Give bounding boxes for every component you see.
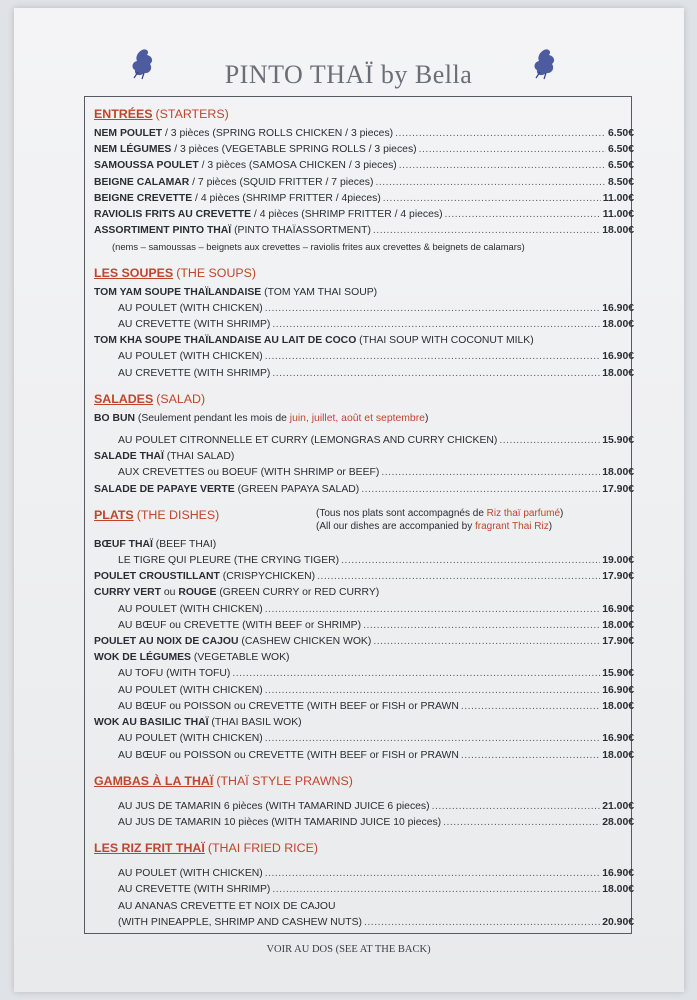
dish-heading: WOK DE LÉGUMES (VEGETABLE WOK): [94, 652, 290, 664]
menu-item: AU POULET (WITH CHICKEN) ..... 16.90€: [94, 301, 634, 317]
rice-note: (Tous nos plats sont accompagnés de Riz thaï parfumé) (All our dishes are accompanied by fragrant Thai Riz): [316, 507, 564, 532]
menu-item: AU POULET (WITH CHICKEN) ..... 16.90€: [94, 731, 634, 747]
dish-heading: CURRY VERT ou ROUGE (GREEN CURRY or RED CURRY): [94, 587, 380, 599]
section-header-fried-rice: LES RIZ FRIT THAÏ (THAI FRIED RICE): [94, 841, 318, 856]
menu-item: AU BŒUF ou POISSON ou CREVETTE (WITH BEEF or FISH or PRAWN ..... 18.00€: [94, 748, 634, 764]
menu-item: AU BŒUF ou CREVETTE (WITH BEEF or SHRIMP) ..... 18.00€: [94, 618, 634, 634]
menu-item: AU TOFU (WITH TOFU) ..... 15.90€: [94, 666, 634, 682]
menu-item: LE TIGRE QUI PLEURE (THE CRYING TIGER) ..... 19.00€: [94, 553, 634, 569]
menu-item: SAMOUSSA POULET / 3 pièces (SAMOSA CHICKEN / 3 pieces) ..... 6.50€: [94, 158, 634, 174]
section-header-prawns: GAMBAS À LA THAÏ (THAÏ STYLE PRAWNS): [94, 773, 353, 788]
menu-item: POULET AU NOIX DE CAJOU (CASHEW CHICKEN WOK) ..... 17.90€: [94, 634, 634, 650]
menu-item: AU JUS DE TAMARIN 6 pièces (WITH TAMARIND JUICE 6 pieces) ..... 21.00€: [94, 799, 634, 815]
menu-item: AU CREVETTE (WITH SHRIMP) ..... 18.00€: [94, 882, 634, 898]
restaurant-title: PINTO THAÏ by Bella: [224, 60, 473, 89]
menu-item: BEIGNE CREVETTE / 4 pièces (SHRIMP FRITTER / 4pieces) ..... 11.00€: [94, 191, 634, 207]
menu-item: AU JUS DE TAMARIN 10 pièces (WITH TAMARIND JUICE 10 pieces) ..... 28.00€: [94, 815, 634, 831]
dish-heading: BŒUF THAÏ (BEEF THAI): [94, 538, 217, 550]
dish-heading: SALADE THAÏ (THAI SALAD): [94, 451, 235, 463]
dish-heading: BO BUN (Seulement pendant les mois de juin, juillet, août et septembre): [94, 412, 429, 424]
menu-item: AU POULET (WITH CHICKEN) ..... 16.90€: [94, 602, 634, 618]
menu-item-label: AU ANANAS CREVETTE ET NOIX DE CAJOU: [118, 900, 336, 912]
section-header-salad: SALADES (SALAD): [94, 391, 206, 406]
section-header-dishes-row: [94, 507, 634, 533]
menu-item: POULET CROUSTILLANT (CRISPYCHICKEN) ..... 17.90€: [94, 569, 634, 585]
menu-item: NEM POULET / 3 pièces (SPRING ROLLS CHICKEN / 3 pieces) ..... 6.50€: [94, 126, 634, 142]
menu-item: AU POULET (WITH CHICKEN) ..... 16.90€: [94, 866, 634, 882]
section-header-dishes: PLATS (THE DISHES): [94, 507, 220, 522]
menu-item: AUX CREVETTES ou BOEUF (WITH SHRIMP or BEEF) ..... 18.00€: [94, 465, 634, 481]
menu-item: (WITH PINEAPPLE, SHRIMP AND CASHEW NUTS) ..... 20.90€: [94, 915, 634, 931]
dish-heading: TOM KHA SOUPE THAÏLANDAISE AU LAIT DE COCO (THAI SOUP WITH COCONUT MILK): [94, 335, 534, 347]
see-back-note: VOIR AU DOS (SEE AT THE BACK): [266, 944, 431, 955]
dish-heading: WOK AU BASILIC THAÏ (THAI BASIL WOK): [94, 717, 302, 729]
menu-item: AU POULET (WITH CHICKEN) ..... 16.90€: [94, 683, 634, 699]
menu-item: RAVIOLIS FRITS AU CREVETTE / 4 pièces (SHRIMP FRITTER / 4 pieces) ..... 11.00€: [94, 207, 634, 223]
menu-item: AU CREVETTE (WITH SHRIMP) ..... 18.00€: [94, 317, 634, 333]
menu-content: [94, 106, 634, 931]
assortment-note: (nems – samoussas – beignets aux crevettes – raviolis frites aux crevettes & beignets de calamars): [112, 241, 525, 253]
section-header-starters: ENTRÉES (STARTERS): [94, 107, 229, 121]
dish-heading: TOM YAM SOUPE THAÏLANDAISE (TOM YAM THAI SOUP): [94, 286, 378, 298]
menu-item: ASSORTIMENT PINTO THAÏ (PINTO THAÏASSORTMENT) ..... 18.00€: [94, 223, 634, 239]
menu-item: NEM LÉGUMES / 3 pièces (VEGETABLE SPRING ROLLS / 3 pieces) ..... 6.50€: [94, 142, 634, 158]
menu-item: SALADE DE PAPAYE VERTE (GREEN PAPAYA SALAD) ..... 17.90€: [94, 482, 634, 498]
menu-item: AU POULET (WITH CHICKEN) ..... 16.90€: [94, 349, 634, 365]
menu-item: AU CREVETTE (WITH SHRIMP) ..... 18.00€: [94, 366, 634, 382]
menu-item: AU POULET CITRONNELLE ET CURRY (LEMONGRAS AND CURRY CHICKEN) ..... 15.90€: [94, 433, 634, 449]
menu-item: BEIGNE CALAMAR / 7 pièces (SQUID FRITTER / 7 pieces) ..... 8.50€: [94, 175, 634, 191]
section-header-soups: LES SOUPES (THE SOUPS): [94, 265, 257, 280]
menu-item: AU BŒUF ou POISSON ou CREVETTE (WITH BEEF or FISH or PRAWN ..... 18.00€: [94, 699, 634, 715]
